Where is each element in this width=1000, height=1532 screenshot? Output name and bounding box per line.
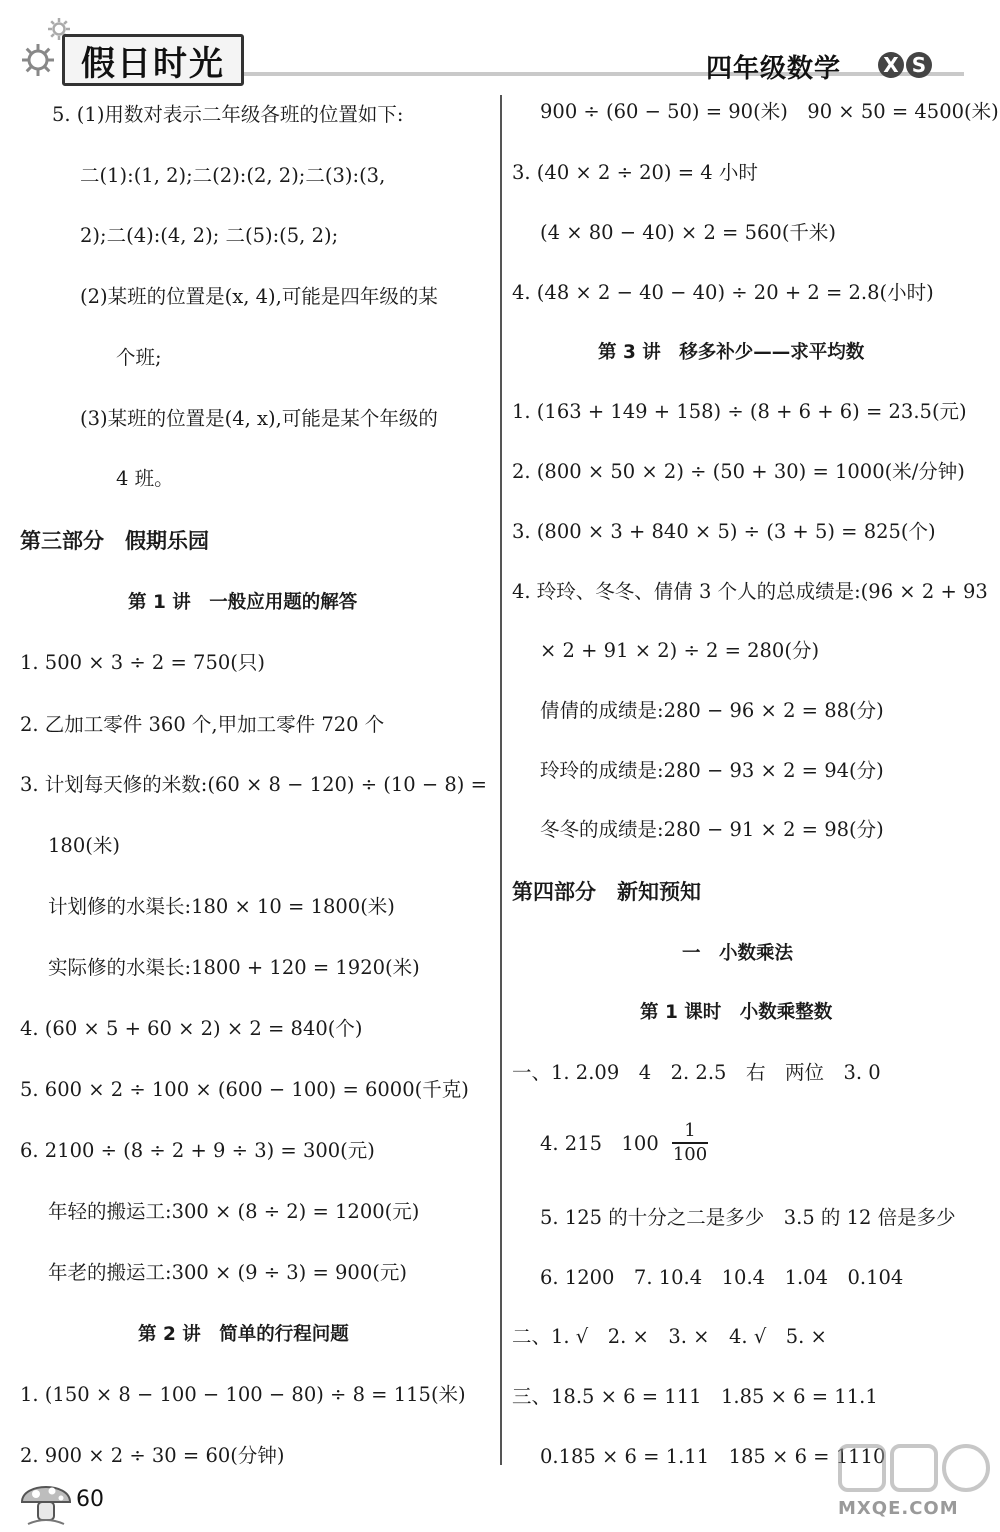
- text-line: 2);二(4):(4, 2); 二(5):(5, 2);: [80, 224, 339, 247]
- answer-line: 1. (150 × 8 − 100 − 100 − 80) ÷ 8 = 115(米): [20, 1383, 466, 1406]
- page-number: 60: [76, 1487, 104, 1512]
- answer-line: 三、18.5 × 6 = 111 1.85 × 6 = 11.1: [512, 1385, 878, 1408]
- answer-line: 实际修的水渠长:1800 + 120 = 1920(米): [48, 956, 420, 979]
- answer-line: (4 × 80 − 40) × 2 = 560(千米): [540, 221, 837, 244]
- page-header: [0, 0, 1000, 95]
- answer-line: × 2 + 91 × 2) ÷ 2 = 280(分): [540, 639, 820, 662]
- lesson-heading: 第 1 课时 小数乘整数: [640, 1002, 833, 1023]
- text-line: 5. (1)用数对表示二年级各班的位置如下:: [52, 103, 404, 126]
- answer-line: 900 ÷ (60 − 50) = 90(米) 90 × 50 = 4500(米): [540, 100, 999, 123]
- answer-line: 1. 500 × 3 ÷ 2 = 750(只): [20, 651, 265, 674]
- edition-badge-s: S: [906, 52, 932, 78]
- answer-line: 5. 125 的十分之二是多少 3.5 的 12 倍是多少: [540, 1206, 956, 1229]
- answer-line: 玲玲的成绩是:280 − 93 × 2 = 94(分): [540, 759, 884, 782]
- answer-line: 3. (40 × 2 ÷ 20) = 4 小时: [512, 161, 758, 184]
- text-line: 个班;: [116, 346, 162, 369]
- unit-heading: 一 小数乘法: [682, 943, 794, 964]
- answer-line: 4. 玲玲、冬冬、倩倩 3 个人的总成绩是:(96 × 2 + 93: [512, 580, 988, 603]
- text-line: 二(1):(1, 2);二(2):(2, 2);二(3):(3,: [80, 164, 386, 187]
- answer-line: 2. (800 × 50 × 2) ÷ (50 + 30) = 1000(米/分钟): [512, 460, 965, 483]
- answer-line: 1. (163 + 149 + 158) ÷ (8 + 6 + 6) = 23.5(元): [512, 400, 967, 423]
- answer-line: 4. (48 × 2 − 40 − 40) ÷ 20 + 2 = 2.8(小时): [512, 281, 934, 304]
- text-line: (2)某班的位置是(x, 4),可能是四年级的某: [80, 285, 438, 308]
- lecture-heading: 第 1 讲 一般应用题的解答: [128, 592, 358, 613]
- answer-line: 冬冬的成绩是:280 − 91 × 2 = 98(分): [540, 818, 884, 841]
- answer-line: 4. (60 × 5 + 60 × 2) × 2 = 840(个): [20, 1017, 363, 1040]
- answer-line: 0.185 × 6 = 1.11 185 × 6 = 1110: [540, 1445, 886, 1468]
- answer-line: 5. 600 × 2 ÷ 100 × (600 − 100) = 6000(千克): [20, 1078, 469, 1101]
- answer-line: 6. 1200 7. 10.4 10.4 1.04 0.104: [540, 1266, 904, 1289]
- answer-line: 一、1. 2.09 4 2. 2.5 右 两位 3. 0: [512, 1061, 881, 1084]
- answer-line: 4. 215 100: [540, 1132, 659, 1155]
- answer-line: 3. (800 × 3 + 840 × 5) ÷ (3 + 5) = 825(个): [512, 520, 936, 543]
- gear-icon: [18, 40, 58, 80]
- fraction-numerator: 1: [684, 1120, 696, 1141]
- answer-line: 3. 计划每天修的米数:(60 × 8 − 120) ÷ (10 − 8) =: [20, 773, 487, 796]
- lecture-heading: 第 2 讲 简单的行程问题: [138, 1324, 349, 1345]
- book-title: 假日时光: [62, 34, 244, 86]
- answer-line: 计划修的水渠长:180 × 10 = 1800(米): [48, 895, 395, 918]
- text-line: (3)某班的位置是(4, x),可能是某个年级的: [80, 407, 438, 430]
- fraction: [668, 1121, 712, 1165]
- column-divider: [500, 95, 502, 1465]
- answer-line: 年轻的搬运工:300 × (8 ÷ 2) = 1200(元): [48, 1200, 420, 1223]
- answer-line: 倩倩的成绩是:280 − 96 × 2 = 88(分): [540, 699, 884, 722]
- answer-line: 2. 900 × 2 ÷ 30 = 60(分钟): [20, 1444, 285, 1467]
- fraction-denominator: 100: [672, 1143, 708, 1165]
- answer-line: 2. 乙加工零件 360 个,甲加工零件 720 个: [20, 713, 385, 736]
- answer-line: 180(米): [48, 834, 120, 857]
- header-rule: [244, 72, 964, 76]
- answer-line: 二、1. √ 2. × 3. × 4. √ 5. ×: [512, 1325, 827, 1348]
- lecture-heading: 第 3 讲 移多补少——求平均数: [598, 342, 865, 363]
- part-heading: 第四部分 新知预知: [512, 880, 701, 904]
- answer-line: 年老的搬运工:300 × (9 ÷ 3) = 900(元): [48, 1261, 407, 1284]
- part-heading: 第三部分 假期乐园: [20, 529, 209, 553]
- answer-line: 6. 2100 ÷ (8 ÷ 2 + 9 ÷ 3) = 300(元): [20, 1139, 375, 1162]
- edition-badge-x: X: [878, 52, 904, 78]
- mushroom-icon: [16, 1472, 76, 1528]
- watermark-text: MXQE.COM: [838, 1498, 959, 1519]
- text-line: 4 班。: [116, 467, 174, 490]
- grade-subject: 四年级数学: [706, 54, 842, 84]
